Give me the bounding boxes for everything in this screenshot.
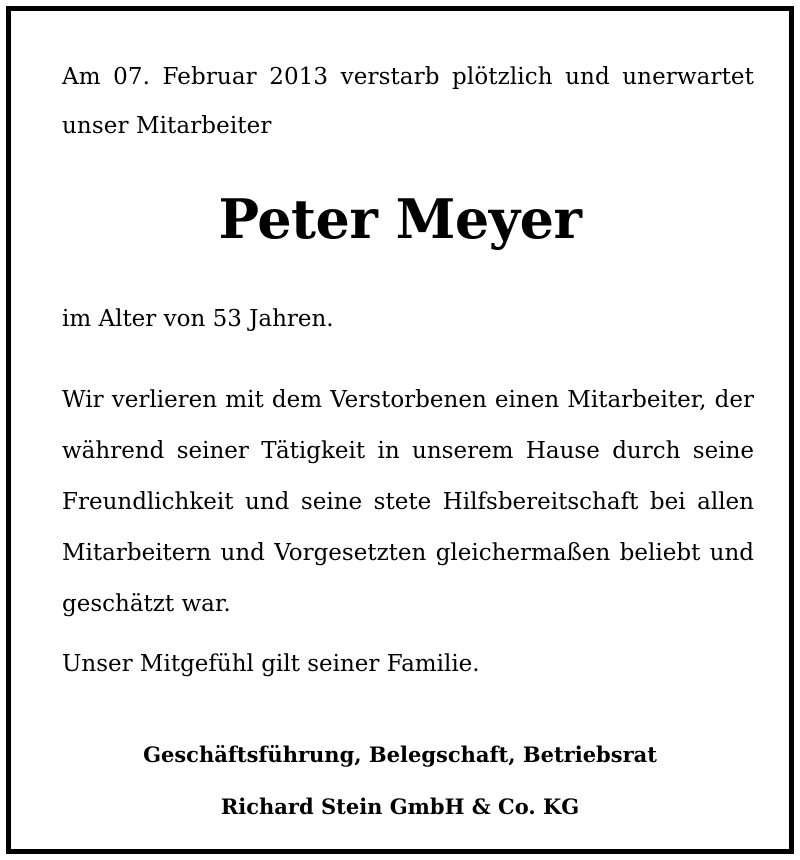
intro-text: Am 07. Februar 2013 verstarb plötzlich und unerwartet unser Mitarbeiter — [62, 64, 754, 139]
deceased-name: Peter Meyer — [218, 187, 582, 251]
sympathy-text: Unser Mitgefühl gilt seiner Familie. — [62, 651, 480, 677]
age-text: im Alter von 53 Jahren. — [62, 306, 334, 332]
signature-company: Richard Stein GmbH & Co. KG — [220, 794, 580, 819]
obituary-notice — [6, 6, 794, 854]
signature-departments: Geschäftsführung, Belegschaft, Betriebsrat — [143, 742, 657, 767]
tribute-text: Wir verlieren mit dem Verstorbenen einen Mitarbeiter, der während seiner Tätigkeit in unserem Hause durch seine Freundlichkeit und seine stete Hilfsbereitschaft bei allen Mitarbeitern und Vorgesetzten gleichermaßen beliebt und geschätzt war. — [62, 387, 754, 617]
